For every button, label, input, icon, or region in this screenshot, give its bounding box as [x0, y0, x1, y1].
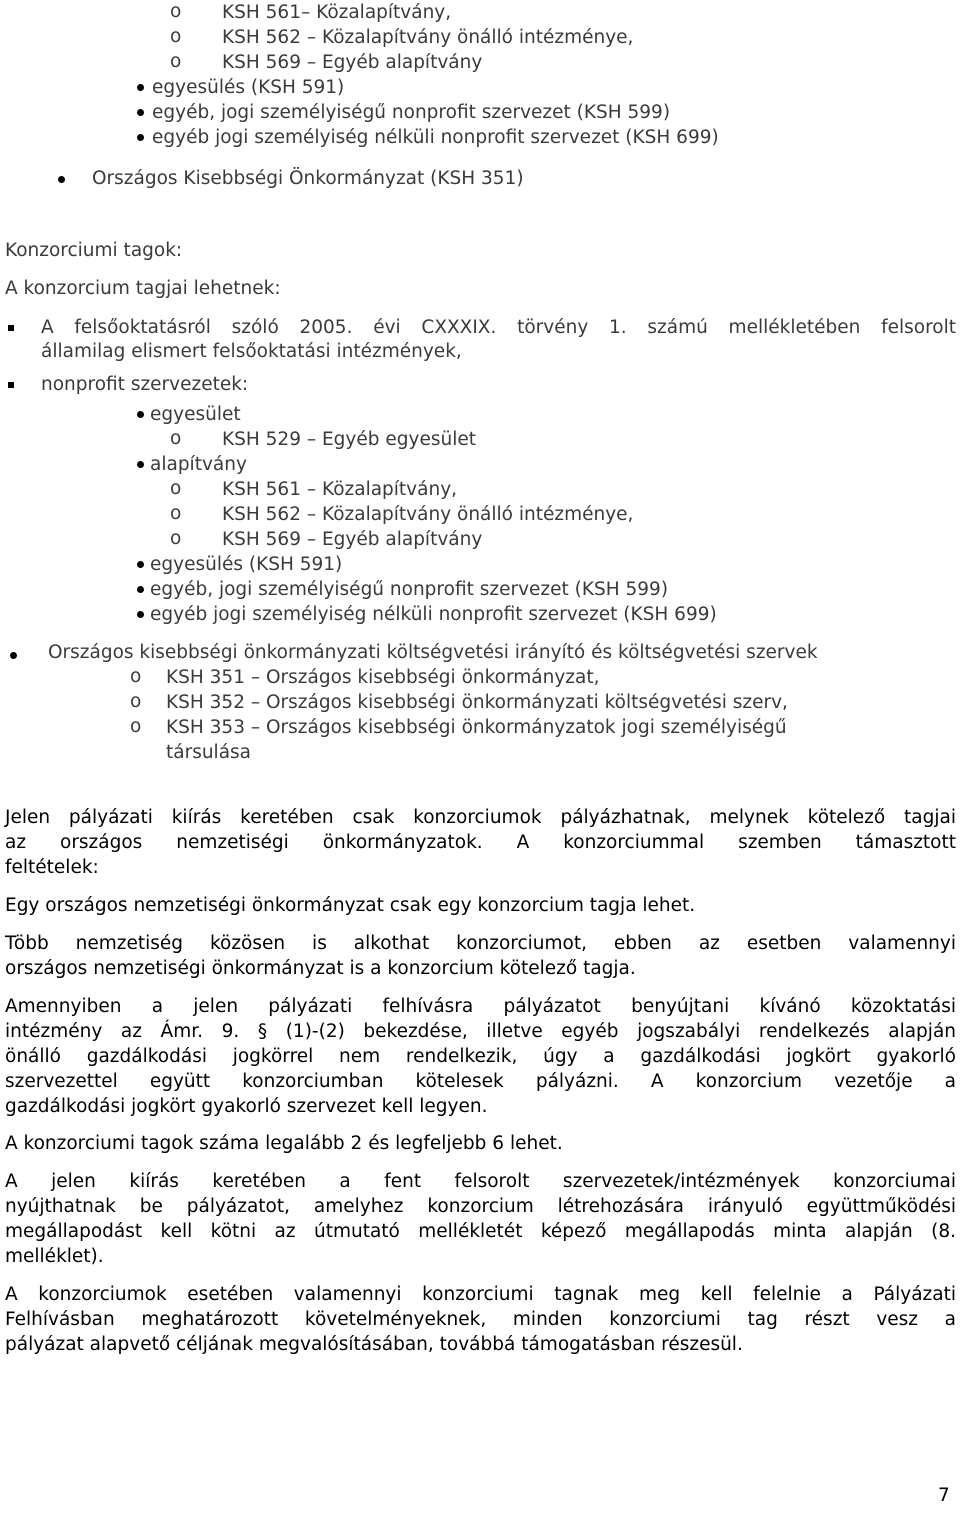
bullet-dot-icon	[137, 611, 144, 618]
paragraph-line: az országos nemzetiségi önkormányzatok. A konzorciummal szemben támasztott	[5, 832, 956, 853]
circle-bullet-icon: o	[170, 503, 182, 524]
list-item: egyéb jogi személyiség nélküli nonprofit szervezet (KSH 699)	[150, 604, 717, 625]
paragraph-line: önálló gazdálkodási jogkörrel nem rendelkezik, úgy a gazdálkodási jogkört gyakorló	[5, 1046, 956, 1067]
bullet-dot-icon	[137, 586, 144, 593]
bullet-dot-icon	[137, 84, 144, 91]
paragraph-line: nyújthatnak be pályázatot, amelyhez konzorcium létrehozására irányuló együttműködési	[5, 1196, 956, 1217]
paragraph-line: Több nemzetiség közösen is alkothat konzorciumot, ebben az esetben valamennyi	[5, 933, 956, 954]
list-item: Országos kisebbségi önkormányzati költségvetési irányító és költségvetési szervek	[48, 642, 818, 663]
square-bullet-icon	[8, 325, 14, 331]
paragraph-line: megállapodást kell kötni az útmutató mellékletét képező megállapodás minta alapján (8.	[5, 1221, 956, 1242]
list-item: KSH 562 – Közalapítvány önálló intézménye,	[222, 504, 634, 525]
bullet-dot-icon	[137, 461, 144, 468]
bullet-dot-icon	[137, 134, 144, 141]
paragraph-line: A konzorciumok esetében valamennyi konzorciumi tagnak meg kell felelnie a Pályázati	[5, 1284, 956, 1305]
bullet-dot-icon	[10, 652, 17, 659]
circle-bullet-icon: o	[130, 666, 142, 687]
paragraph-line: A jelen kiírás keretében a fent felsorolt szervezetek/intézmények konzorciumai	[5, 1171, 956, 1192]
list-item: A felsőoktatásról szóló 2005. évi CXXXIX. törvény 1. számú mellékletében felsorolt	[41, 317, 956, 338]
circle-bullet-icon: o	[130, 691, 142, 712]
paragraph: Egy országos nemzetiségi önkormányzat csak egy konzorcium tagja lehet.	[5, 895, 696, 916]
page-number: 7	[938, 1485, 950, 1506]
list-item: egyesület	[150, 404, 241, 425]
list-item: KSH 352 – Országos kisebbségi önkormányzati költségvetési szerv,	[166, 692, 788, 713]
paragraph-line: Amennyiben a jelen pályázati felhívásra pályázatot benyújtani kívánó közoktatási	[5, 996, 956, 1017]
section-heading: Konzorciumi tagok:	[5, 240, 183, 261]
paragraph-line: feltételek:	[5, 857, 99, 878]
list-item: egyéb, jogi személyiségű nonprofit szervezet (KSH 599)	[150, 579, 669, 600]
list-item: nonprofit szervezetek:	[41, 374, 249, 395]
circle-bullet-icon: o	[170, 1, 182, 22]
paragraph-line: gazdálkodási jogkört gyakorló szervezet kell legyen.	[5, 1096, 488, 1117]
paragraph-line: Jelen pályázati kiírás keretében csak konzorciumok pályázhatnak, melynek kötelező tagjai	[5, 807, 956, 828]
list-item: egyéb jogi személyiség nélküli nonprofit szervezet (KSH 699)	[152, 127, 719, 148]
list-item: KSH 529 – Egyéb egyesület	[222, 429, 476, 450]
paragraph-line: országos nemzetiségi önkormányzat is a konzorcium kötelező tagja.	[5, 958, 636, 979]
circle-bullet-icon: o	[170, 51, 182, 72]
list-item: egyesülés (KSH 591)	[150, 554, 343, 575]
list-item: egyéb, jogi személyiségű nonprofit szervezet (KSH 599)	[152, 102, 671, 123]
paragraph-line: intézmény az Ámr. 9. § (1)-(2) bekezdése, illetve egyéb jogszabályi rendelkezés alapján	[5, 1021, 956, 1042]
paragraph-line: Felhívásban meghatározott követelményeknek, minden konzorciumi tag részt vesz a	[5, 1309, 956, 1330]
list-item: KSH 569 – Egyéb alapítvány	[222, 529, 483, 550]
bullet-dot-icon	[137, 109, 144, 116]
list-item: KSH 351 – Országos kisebbségi önkormányzat,	[166, 667, 600, 688]
list-item: KSH 569 – Egyéb alapítvány	[222, 52, 483, 73]
circle-bullet-icon: o	[170, 26, 182, 47]
list-item: KSH 353 – Országos kisebbségi önkormányzatok jogi személyiségű	[166, 717, 787, 738]
paragraph-line: pályázat alapvető céljának megvalósításában, továbbá támogatásban részesül.	[5, 1334, 743, 1355]
circle-bullet-icon: o	[170, 528, 182, 549]
bullet-dot-icon	[137, 561, 144, 568]
list-item: egyesülés (KSH 591)	[152, 77, 345, 98]
list-item: KSH 562 – Közalapítvány önálló intézménye,	[222, 27, 634, 48]
list-item-cont: társulása	[166, 742, 252, 763]
paragraph: A konzorciumi tagok száma legalább 2 és legfeljebb 6 lehet.	[5, 1133, 563, 1154]
square-bullet-icon	[8, 382, 14, 388]
paragraph-line: szervezettel együtt konzorciumban kötelesek pályázni. A konzorcium vezetője a	[5, 1071, 956, 1092]
paragraph-line: melléklet).	[5, 1246, 104, 1267]
bullet-dot-icon	[58, 176, 65, 183]
list-item: alapítvány	[150, 454, 247, 475]
intro-text: A konzorcium tagjai lehetnek:	[5, 278, 281, 299]
circle-bullet-icon: o	[170, 428, 182, 449]
list-item: KSH 561 – Közalapítvány,	[222, 479, 458, 500]
list-item-cont: államilag elismert felsőoktatási intézmények,	[41, 341, 462, 362]
list-item: KSH 561– Közalapítvány,	[222, 2, 452, 23]
circle-bullet-icon: o	[170, 478, 182, 499]
list-item: Országos Kisebbségi Önkormányzat (KSH 351)	[92, 168, 524, 189]
circle-bullet-icon: o	[130, 716, 142, 737]
bullet-dot-icon	[137, 411, 144, 418]
